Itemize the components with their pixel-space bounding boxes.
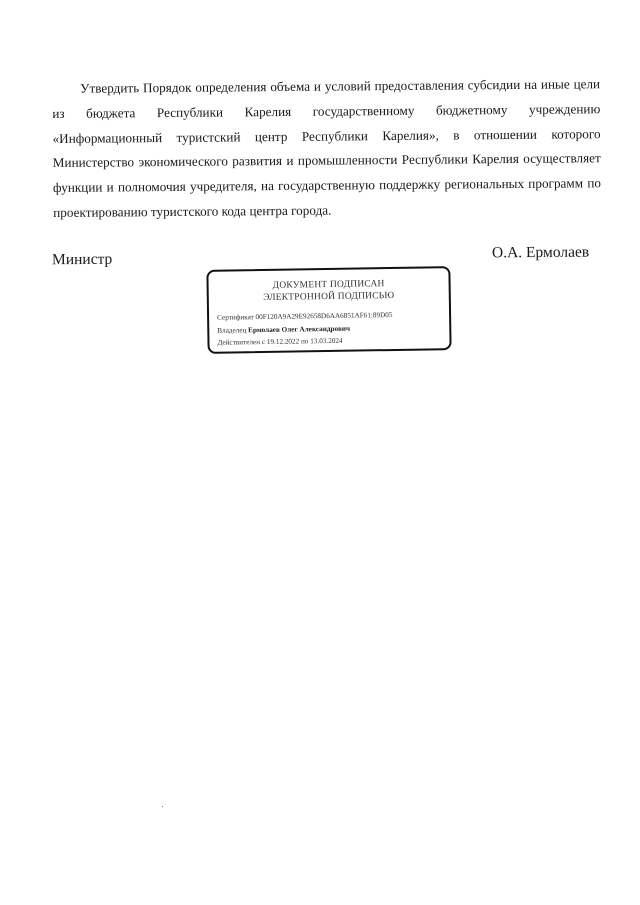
stamp-title-line1: ДОКУМЕНТ ПОДПИСАН (272, 279, 385, 291)
stamp-certificate-value: 00F120A9A29E92658D6AA6851AF61:89D05 (255, 311, 393, 322)
stamp-owner-label: Владелец (217, 326, 247, 335)
stamp-validity (217, 337, 342, 348)
stamp-owner (217, 325, 350, 336)
stamp-owner-value: Ермолаев Олег Александрович (248, 324, 351, 335)
scan-speck (162, 806, 163, 807)
decree-paragraph: Утвердить Порядок определения объема и условий предоставления субсидии на иные цели из бюджета Республики Карелия государственному бюджетному учреждению «Информационный туристский центр Республики Карелия», в отношении которого Министерство экономического развития и промышленности Республики Карелия осуществляет функции и полномочия учредителя, на государственную поддержку региональных программ по проектированию туристского кода центра города. (52, 76, 602, 221)
stamp-valid-from: 19.12.2022 (266, 337, 300, 346)
stamp-title-line2: ЭЛЕКТРОННОЙ ПОДПИСЬЮ (263, 290, 395, 304)
stamp-valid-to: 13.03.2024 (310, 336, 343, 346)
signature-title: Министр (51, 250, 113, 269)
electronic-signature-stamp (206, 266, 451, 354)
stamp-valid-to-label: по (300, 337, 309, 346)
signature-name: О.А. Ермолаев (491, 243, 590, 262)
stamp-certificate (217, 311, 392, 323)
stamp-certificate-label: Сертификат (217, 313, 254, 322)
stamp-valid-label: Действителен с (217, 338, 266, 347)
